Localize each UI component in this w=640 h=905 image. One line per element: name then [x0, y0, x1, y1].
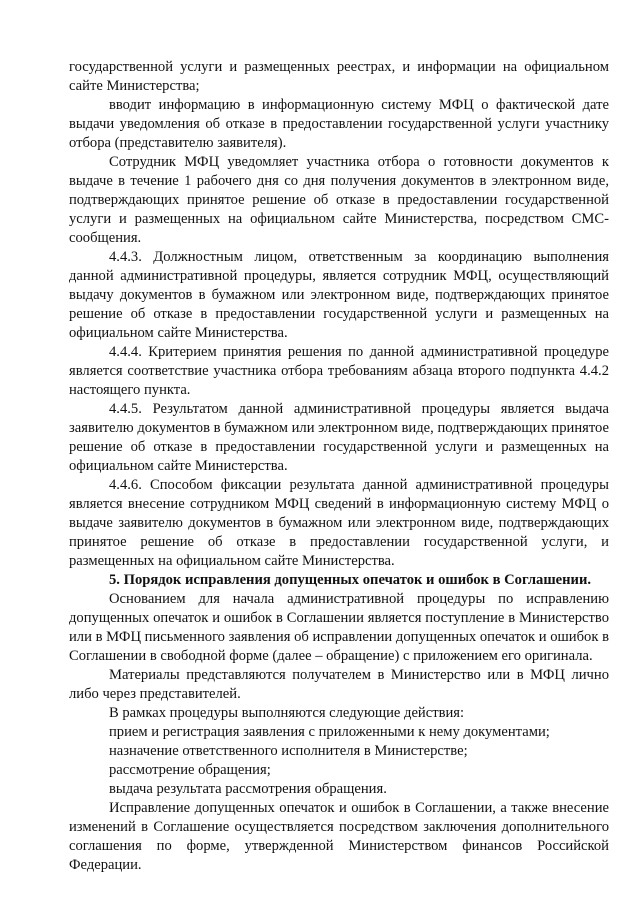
- section-heading: 5. Порядок исправления допущенных опечаток и ошибок в Соглашении.: [109, 572, 591, 588]
- paragraph: вводит информацию в информационную систему МФЦ о фактической дате выдачи уведомления об отказе в предоставлении государственной услуги участнику отбора (представителю заявителя).: [69, 97, 609, 151]
- list-item: рассмотрение обращения;: [109, 762, 271, 778]
- paragraph: государственной услуги и размещенных реестрах, и информации на официальном сайте Министерства;: [69, 59, 609, 94]
- paragraph: Основанием для начала административной процедуры по исправлению допущенных опечаток и ошибок в Соглашении является поступление в Министерство или в МФЦ письменного заявления об исправлении допущенных опечаток и ошибок в Соглашении в свободной форме (далее – обращение) с приложением его оригинала.: [69, 591, 609, 664]
- paragraph: Сотрудник МФЦ уведомляет участника отбора о готовности документов к выдаче в течение 1 рабочего дня со дня получения документов в электронном виде, подтверждающих принятое решение об отказе в предоставлении государственной услуги и размещенных на официальном сайте Министерства, посредством СМС-сообщения.: [69, 154, 609, 246]
- paragraph: В рамках процедуры выполняются следующие действия:: [109, 705, 465, 721]
- list-item: назначение ответственного исполнителя в Министерстве;: [109, 743, 468, 759]
- paragraph: 4.4.6. Способом фиксации результата данной административной процедуры является внесение сотрудником МФЦ сведений в информационную систему МФЦ о выдаче заявителю документов в бумажном или электронном виде, подтверждающих принятое решение об отказе в предоставлении государственной услуги, и размещенных на официальном сайте Министерства.: [69, 477, 609, 569]
- document-page: [69, 58, 609, 875]
- paragraph: 4.4.3. Должностным лицом, ответственным за координацию выполнения данной административной процедуры, является сотрудник МФЦ, осуществляющий выдачу документов в бумажном или электронном виде, подтверждающих принятое решение об отказе в предоставлении государственной услуги и размещенных на официальном сайте Министерства.: [69, 249, 609, 341]
- list-item: прием и регистрация заявления с приложенными к нему документами;: [109, 724, 550, 740]
- paragraph: Материалы представляются получателем в Министерство или в МФЦ лично либо через представителей.: [69, 667, 609, 702]
- paragraph: 4.4.4. Критерием принятия решения по данной административной процедуре является соответствие участника отбора требованиям абзаца второго подпункта 4.4.2 настоящего пункта.: [69, 344, 609, 398]
- list-item: выдача результата рассмотрения обращения.: [109, 781, 387, 797]
- paragraph: 4.4.5. Результатом данной административной процедуры является выдача заявителю документов в бумажном или электронном виде, подтверждающих принятое решение об отказе в предоставлении государственной услуги и размещенных на официальном сайте Министерства.: [69, 401, 609, 474]
- paragraph: Исправление допущенных опечаток и ошибок в Соглашении, а также внесение изменений в Соглашение осуществляется посредством заключения дополнительного соглашения по форме, утвержденной Министерством финансов Российской Федерации.: [69, 800, 609, 873]
